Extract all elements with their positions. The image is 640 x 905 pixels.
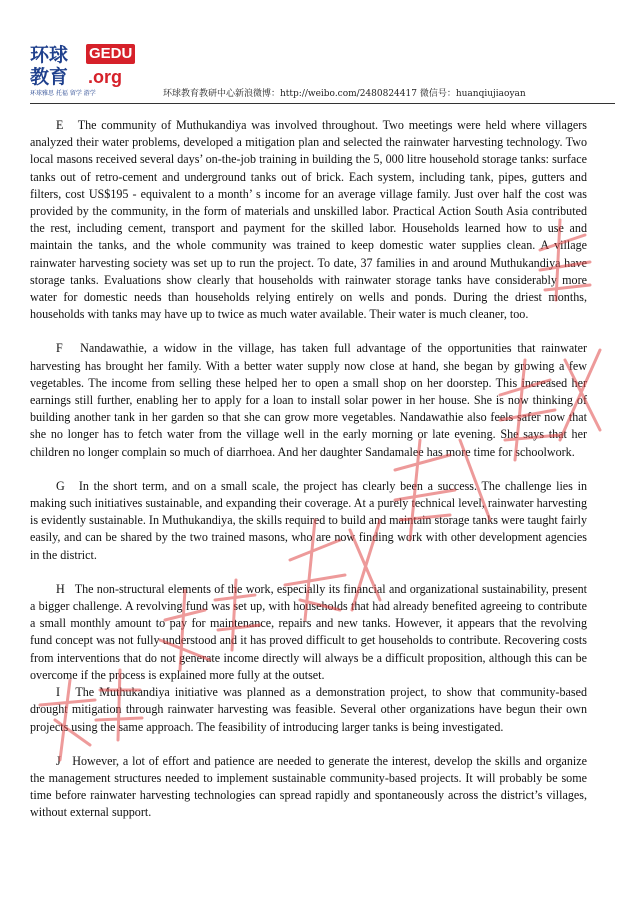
weibo-contact-line: 环球教育教研中心新浪微博：http://weibo.com/2480824417 微信号：huanqiujiaoyan [163,89,526,99]
logo-org-text: .org [88,67,122,87]
paragraph-label: G [56,478,65,493]
paragraph-g [30,478,587,564]
logo-chinese-line2: 教育 [30,66,69,88]
paragraph-label: H [56,581,65,596]
paragraph-text: In the short term, and on a small scale, the project has clearly been a success. The challenge lies in making such initiatives sustainable, and expanding their coverage. At a purely technical level, rainwater harvesting is evidently sustainable. In Muthukandiya, the skills required to build and maintain storage tanks were taught fairly easily, and can be shared by the two trained masons, who are now finding work with other development agencies in the district. [30,478,587,562]
logo-tagline: 环球雅思 托福 留学 游学 [30,90,96,97]
paragraph-text: The Muthukandiya initiative was planned as a demonstration project, to show that community-based drought mitigation through rainwater harvesting was feasible. Several other organizations have begun their own projects using the same approach. The feasibility of introducing larger tanks is being investigated. [30,685,587,734]
paragraph-text: The community of Muthukandiya was involved throughout. Two meetings were held where villagers analyzed their water problems, developed a mitigation plan and selected the rainwater harvesting technology. Two local masons received several days’ on-the-job training in building the 5, 000 litre household storage tanks: surface tanks out of retro-cement and underground tanks out of brick. Each system, including tank, pipes, gutters and filters, cost US$195 - equivalent to a month’ s income for an average village family. Just over half the cost was provided by the community, in the form of materials and unskilled labor. Practical Action South Asia contributed the rest, including cement, transport and payment for the skilled labor. Households learned how to use and maintain the tanks, and the whole community was trained to keep domestic water supplies clean. A village rainwater harvesting society was set up to run the project. To date, 37 families in and around Muthukandiya have storage tanks. Evaluations show clearly that households with rainwater storage tanks have considerably more water for domestic needs than households relying entirely on wells and ponds. During the driest months, households with tanks may have up to twice as much water available. Their water is much cleaner, too. [30,118,587,322]
paragraph-f [30,340,587,460]
paragraph-text: However, a lot of effort and patience are needed to generate the interest, develop the skills and organize the management structures needed to implement sustainable community-based projects. It will probably be some time before rainwater harvesting technologies can spread rapidly and spontaneously across the district’s villages, without external support. [30,753,587,820]
paragraph-e [30,117,587,323]
logo-chinese-line1: 环球 [30,44,69,66]
paragraph-label: F [56,341,63,356]
paragraph-label: I [56,685,61,700]
paragraph-h [30,581,587,684]
header-divider [30,103,615,104]
paragraph-j [30,753,587,822]
paragraph-label: E [56,118,64,132]
page-header [0,0,640,108]
paragraph-text: The non-structural elements of the work, especially its financial and organizational sustainability, present a bigger challenge. A revolving fund was set up, with households that had already benefited agreeing to contribute a small monthly amount to pay for maintenance, repairs and new tanks. However, it appears that the revolving fund concept was not fully understood and it has proved difficult to get households to contribute. Recovering costs from interventions that do not generate income directly will always be a difficult proposition, although this can be overcome if the process is explained more fully at the outset. [30,581,587,682]
paragraph-label: J [56,753,61,768]
paragraph-text: Nandawathie, a widow in the village, has taken full advantage of the opportunities that rainwater harvesting has brought her family. With a better water supply now close at hand, she began by growing a few vegetables. The income from selling these helped her to open a small shop on her doorstep. This increased her earnings still further, enabling her to apply for a loan to install solar power in her house. She is now thinking of building another tank in her garden so that she can grow more vegetables. Nandawathie also feels safer now that she no longer has to fetch water from the village well in the early morning or late evening. She says that her children no longer complain so much of diarrhoea. And her daughter Sandamalee has more time for schoolwork. [30,341,587,459]
article-body [30,117,587,839]
paragraph-i [30,684,587,736]
gedu-logo [30,42,133,98]
logo-gedu-badge: GEDU [86,44,135,64]
